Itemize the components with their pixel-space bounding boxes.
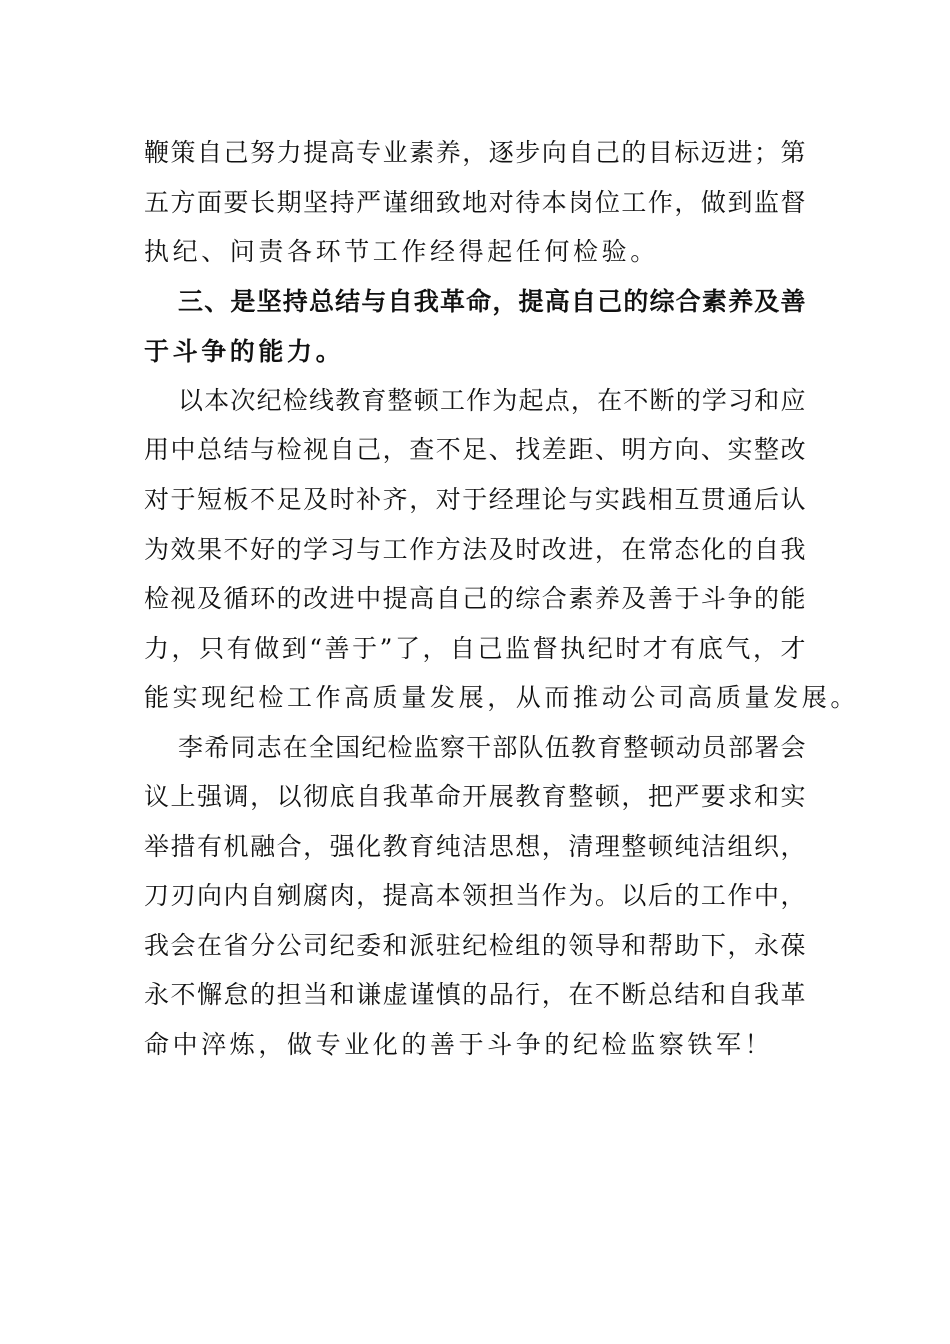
paragraph-2-line: 能实现纪检工作高质量发展，从而推动公司高质量发展。: [144, 683, 860, 712]
paragraph-3-line: 议上强调，以彻底自我革命开展教育整顿，把严要求和实: [144, 782, 806, 811]
paragraph-3-line: 李希同志在全国纪检监察干部队伍教育整顿动员部署会: [178, 733, 806, 762]
paragraph-2-line: 检视及循环的改进中提高自己的综合素养及善于斗争的能: [144, 584, 806, 613]
paragraph-2-line: 为效果不好的学习与工作方法及时改进，在常态化的自我: [144, 535, 806, 564]
paragraph-2-line: 力，只有做到“善于”了，自己监督执纪时才有底气，才: [144, 634, 806, 663]
paragraph-3-line: 我会在省分公司纪委和派驻纪检组的领导和帮助下，永葆: [144, 931, 806, 960]
paragraph-3-line: 刀刃向内自剜腐肉，提高本领担当作为。以后的工作中，: [144, 881, 806, 910]
section-heading-line: 三、是坚持总结与自我革命，提高自己的综合素养及善: [178, 287, 806, 316]
paragraph-2-line: 对于短板不足及时补齐，对于经理论与实践相互贯通后认: [144, 485, 806, 514]
paragraph-2-line: 以本次纪检线教育整顿工作为起点，在不断的学习和应: [178, 386, 806, 415]
section-heading-line: 于斗争的能力。: [144, 337, 345, 366]
paragraph-3-line: 举措有机融合，强化教育纯洁思想，清理整顿纯洁组织，: [144, 832, 806, 861]
paragraph-2-line: 用中总结与检视自己，查不足、找差距、明方向、实整改: [144, 435, 806, 464]
paragraph-1-line: 鞭策自己努力提高专业素养，逐步向自己的目标迈进；第: [144, 138, 806, 167]
paragraph-1-line: 五方面要长期坚持严谨细致地对待本岗位工作，做到监督: [144, 188, 806, 217]
paragraph-1-line: 执纪、问责各环节工作经得起任何检验。: [144, 237, 659, 266]
paragraph-3-line: 命中淬炼，做专业化的善于斗争的纪检监察铁军！: [144, 1030, 774, 1059]
paragraph-3-line: 永不懈怠的担当和谦虚谨慎的品行，在不断总结和自我革: [144, 980, 806, 1009]
